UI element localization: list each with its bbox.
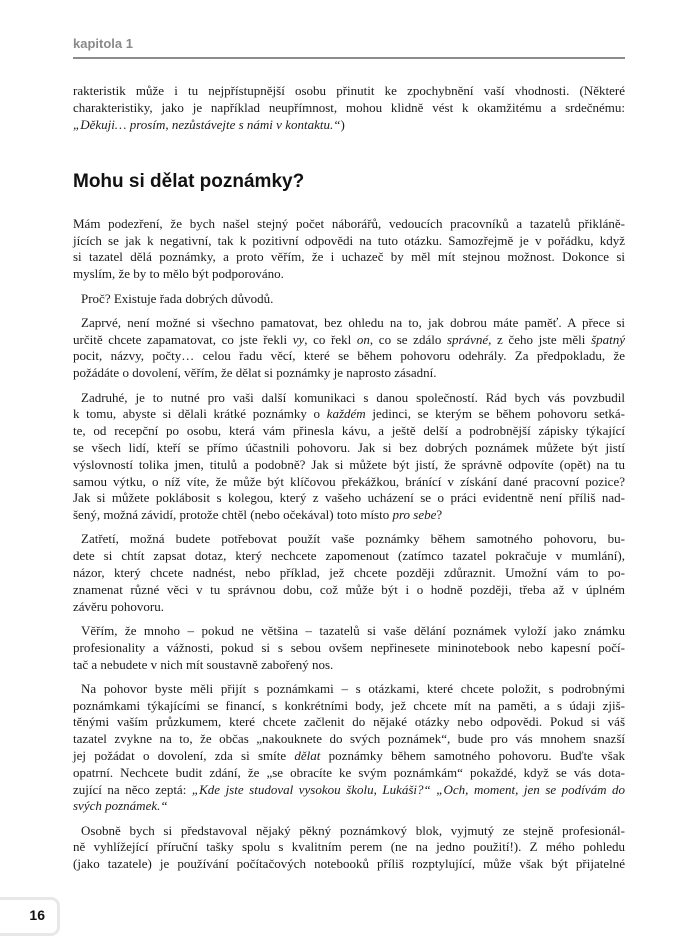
- text-line: jících se jak k negativní, tak k pozitivní odpovědi na tuto otázku. Samozřejmě je v pořádku, když: [73, 232, 625, 248]
- text-line: [73, 406, 625, 423]
- italic-text: dělat: [294, 748, 321, 763]
- text-run: k tomu, abyste si dělali krátké poznámky o: [73, 406, 327, 422]
- text-line: [73, 332, 625, 349]
- paragraph: [73, 83, 625, 133]
- text-run: , co se zdálo: [369, 331, 447, 347]
- text-run: poznámky během samotného pohovoru. Buďte však: [320, 748, 625, 763]
- italic-text: „Děkuji… prosím, nezůstávejte s námi v kontaktu.“: [73, 116, 341, 132]
- page-number: 16: [29, 907, 45, 923]
- text-line: poznámkami týkajícími se financí, s konkrétními body, jež chcete mít na paměti, a s údaji zjiš-: [73, 697, 625, 713]
- header-rule: [73, 57, 625, 59]
- text-line: Věřím, že mnoho – pokud ne většina – tazatelů si vaše dělání poznámek vyloží jako známku: [81, 622, 625, 638]
- text-line: (jako tazatele) je používání počítačových notebooků příliš rozptylující, může však být přijatelné: [73, 856, 625, 872]
- text-line: [73, 507, 625, 524]
- page-number-box: [0, 897, 60, 936]
- text-line: Zadruhé, je to nutné pro vaši další komunikaci s danou společností. Rád bych vás povzbudil: [81, 389, 625, 405]
- text-line: výslovností tolika jmen, titulů a podobně? Jak si můžete být jistí, že správně odpovíte (opět) na tu: [73, 456, 625, 472]
- paragraph: [73, 823, 625, 873]
- text-line: názor, který chcete nadnést, nebo příklad, jež chcete později zdůraznit. Umožní vám to po-: [73, 565, 625, 581]
- text-line: Na pohovor byste měli přijít s poznámkami – s otázkami, které chcete položit, s podrobnými: [81, 680, 625, 696]
- paragraph: [73, 291, 625, 308]
- text-line: Osobně bych si představoval nějaký pěkný poznámkový blok, vyjmutý ze stejně profesionál-: [81, 822, 625, 838]
- text-line: rakteristik může i tu nejpřístupnější osobu přinutit ke zpochybnění vaší vhodnosti. (Některé: [73, 83, 625, 98]
- text-run: jedinci, se kterým se během pohovoru setká-: [365, 406, 625, 422]
- text-line: te, od recepční po osobu, která vám přinesla kávu, a ještě delší a podrobnější zápisky týkající: [73, 423, 625, 439]
- italic-text: pro sebe: [392, 507, 437, 523]
- text-run: jej požádat o dovolení, zda si smíte: [73, 748, 295, 763]
- text-line: myslím, že by to mělo být podporováno.: [73, 266, 284, 282]
- text-line: tazatel zvykne na to, že občas „nakouknete do svých poznámek“, bude pro vás mnohem snazší: [73, 731, 625, 747]
- text-line: znamenat různé věci v tu správnou dobu, což může být i o hodně později, třeba až v úplném: [73, 581, 625, 597]
- text-line: [73, 782, 625, 799]
- paragraph: [73, 623, 625, 673]
- text-line: Zatřetí, možná budete potřebovat použít vaše poznámky během samotného pohovoru, bu-: [81, 531, 625, 547]
- paragraph: [73, 216, 625, 283]
- text-run: ?: [436, 507, 443, 523]
- text-line: tač a nebudete v nich mít soustavně zabořený nos.: [73, 656, 334, 672]
- page-body: [73, 83, 625, 873]
- text-run: šený, možná závidí, protože chtěl (nebo očekával) toto místo: [73, 507, 393, 523]
- italic-text: „Kde jste studoval vysokou školu, Lukáši?“ „Och, moment, jen se podívám do: [191, 781, 625, 797]
- text-run: , co řekl: [304, 331, 357, 347]
- paragraph: [73, 390, 625, 524]
- text-line: dete si chtít zapsat dotaz, který nechcete zapomenout (zatímco tazatel pokračuje v mumlání),: [73, 548, 625, 564]
- paragraph: [73, 681, 625, 815]
- paragraph: [73, 531, 625, 615]
- text-line: [73, 798, 625, 815]
- running-header-chapter: kapitola 1: [73, 36, 133, 51]
- italic-text: každém: [326, 406, 366, 422]
- text-line: se všech lidí, kteří se přímo účastnili pohovoru. Jak si bez dobrých poznámek můžete být jistí: [73, 439, 625, 455]
- italic-text: on: [356, 331, 370, 347]
- italic-text: svých poznámek.“: [73, 798, 168, 814]
- text-line: samou výtku, o níž víte, že může být klíčovou překážkou, bránící v získání dané pracovní pozice?: [73, 473, 625, 489]
- text-line: pocit, názvy, počty… celou řadu věcí, které se během pohovoru odehrály. Za předpokladu, že: [73, 348, 625, 364]
- text-line: si tazatel dělá poznámky, a proto věřím, že i uchazeč by měl mít stejnou možnost. Dokonce si: [73, 249, 625, 265]
- text-line: [73, 748, 625, 765]
- text-run: určitě chcete zapamatovat, co jste řekli: [73, 331, 293, 347]
- text-line: požádáte o dovolení, věřím, že dělat si poznámky je naprosto zásadní.: [73, 365, 437, 381]
- text-line: charakteristiky, jako je například neupřímnost, mohou klidně vést k okamžitému a srdečnému:: [73, 99, 625, 115]
- italic-text: správné: [446, 331, 489, 347]
- italic-text: vy: [292, 331, 305, 347]
- text-line: [73, 117, 625, 134]
- text-run: ): [340, 116, 345, 132]
- text-line: Proč? Existuje řada dobrých důvodů.: [81, 290, 274, 306]
- text-line: Zaprvé, není možné si všechno pamatovat, bez ohledu na to, jak dobrou máte paměť. A přece si: [81, 314, 625, 330]
- text-line: závěru pohovoru.: [73, 598, 164, 614]
- text-line: těnými vaším průzkumem, které chcete začlenit do nějaké otázky nebo odpovědi. Pokud si váš: [73, 714, 625, 730]
- text-line: Jak si můžete poklábosit s kolegou, který z vašeho ucházení se o práci evidentně není příliš nad-: [73, 490, 625, 506]
- text-line: opatrní. Nechcete budit zdání, že „se obracíte ke svým poznámkám“ pokaždé, když se vás dota-: [73, 764, 625, 780]
- italic-text: špatný: [591, 331, 626, 347]
- paragraph: [73, 315, 625, 382]
- text-line: profesionality a vážnosti, pokud si s sebou ovšem nepřinesete mininotebook nebo kapesní počí-: [73, 639, 625, 655]
- text-line: ně vyhlížející příruční tašky spolu s kvalitním perem (ne na jedno použití!). Z mého pohledu: [73, 839, 625, 855]
- section-heading: Mohu si dělat poznámky?: [73, 171, 305, 193]
- text-run: , z čeho jste měli: [488, 331, 592, 347]
- text-line: Mám podezření, že bych našel stejný počet náborářů, vedoucích pracovníků a tazatelů přikláně-: [73, 215, 625, 231]
- text-run: zující na něco zeptá:: [73, 781, 192, 797]
